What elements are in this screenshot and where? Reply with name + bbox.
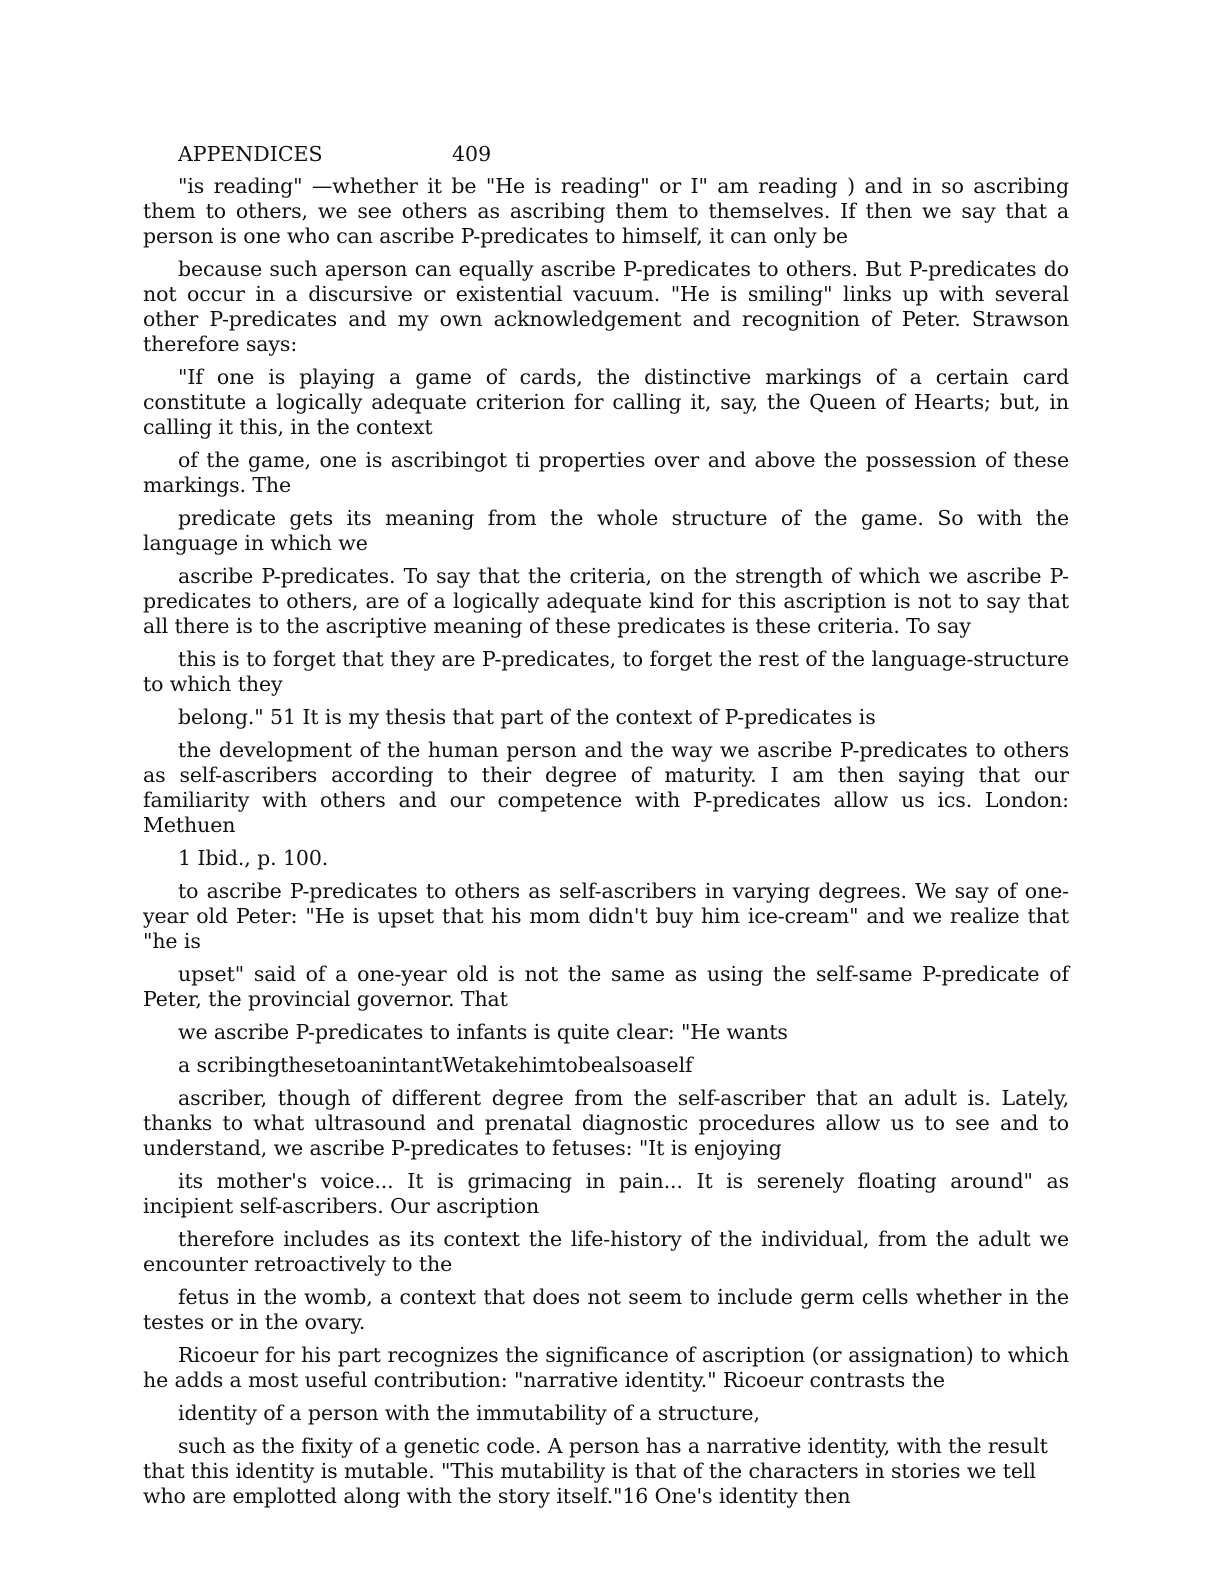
page-header	[178, 142, 1069, 166]
paragraph: we ascribe P-predicates to infants is quite clear: "He wants	[178, 1020, 788, 1044]
paragraph: ascribe P-predicates. To say that the criteria, on the strength of which we ascribe P-predicates to others, are of a logically adequate kind for this ascription is not to say that all there is to the ascriptive meaning of these predicates is these criteria. To say	[143, 564, 1069, 638]
paragraph: fetus in the womb, a context that does not seem to include germ cells whether in the testes or in the ovary.	[143, 1285, 1069, 1334]
paragraph: ascriber, though of different degree from the self-ascriber that an adult is. Lately, thanks to what ultrasound and prenatal diagnostic procedures allow us to see and to understand, we ascribe P-predicates to fetuses: "It is enjoying	[143, 1086, 1069, 1160]
paragraph: therefore includes as its context the life-history of the individual, from the adult we encounter retroactively to the	[143, 1227, 1069, 1276]
paragraph: because such aperson can equally ascribe P-predicates to others. But P-predicates do not occur in a discursive or existential vacuum. "He is smiling" links up with several other P-predicates and my own acknowledgement and recognition of Peter. Strawson therefore says:	[143, 257, 1069, 356]
paragraph: predicate gets its meaning from the whole structure of the game. So with the language in which we	[143, 506, 1069, 555]
paragraph: "is reading" —whether it be "He is reading" or I" am reading ) and in so ascribing them to others, we see others as ascribing them to themselves. If then we say that a person is one who can ascribe P-predicates to himself, it can only be	[143, 174, 1069, 248]
paragraph: "If one is playing a game of cards, the distinctive markings of a certain card constitute a logically adequate criterion for calling it, say, the Queen of Hearts; but, in calling it this, in the context	[143, 365, 1069, 439]
document-page	[143, 142, 1069, 1517]
paragraph: Ricoeur for his part recognizes the significance of ascription (or assignation) to which he adds a most useful contribution: "narrative identity." Ricoeur contrasts the	[143, 1343, 1069, 1392]
paragraph: belong." 51 It is my thesis that part of the context of P-predicates is	[178, 705, 876, 729]
footnote: 1 Ibid., p. 100.	[178, 846, 329, 870]
paragraph: to ascribe P-predicates to others as self-ascribers in varying degrees. We say of one-year old Peter: "He is upset that his mom didn't buy him ice-cream" and we realize that "he is	[143, 879, 1069, 953]
running-head: APPENDICES	[178, 142, 323, 166]
paragraph: of the game, one is ascribingot ti properties over and above the possession of these markings. The	[143, 448, 1069, 497]
paragraph: this is to forget that they are P-predicates, to forget the rest of the language-structure to which they	[143, 647, 1069, 696]
paragraph: identity of a person with the immutability of a structure,	[178, 1401, 760, 1425]
paragraph: a scribingthesetoanintantWetakehimtobealsoaself	[178, 1053, 693, 1077]
paragraph: the development of the human person and the way we ascribe P-predicates to others as self-ascribers according to their degree of maturity. I am then saying that our familiarity with others and our competence with P-predicates allow us ics. London: Methuen	[143, 738, 1069, 837]
paragraph: its mother's voice... It is grimacing in pain... It is serenely floating around" as incipient self-ascribers. Our ascription	[143, 1169, 1069, 1218]
paragraph: such as the fixity of a genetic code. A person has a narrative identity, with the result that this identity is mutable. "This mutability is that of the characters in stories we tell who are emplotted along with the story itself."16 One's identity then	[143, 1434, 1048, 1508]
paragraph: upset" said of a one-year old is not the same as using the self-same P-predicate of Peter, the provincial governor. That	[143, 962, 1069, 1011]
page-number: 409	[452, 142, 492, 166]
